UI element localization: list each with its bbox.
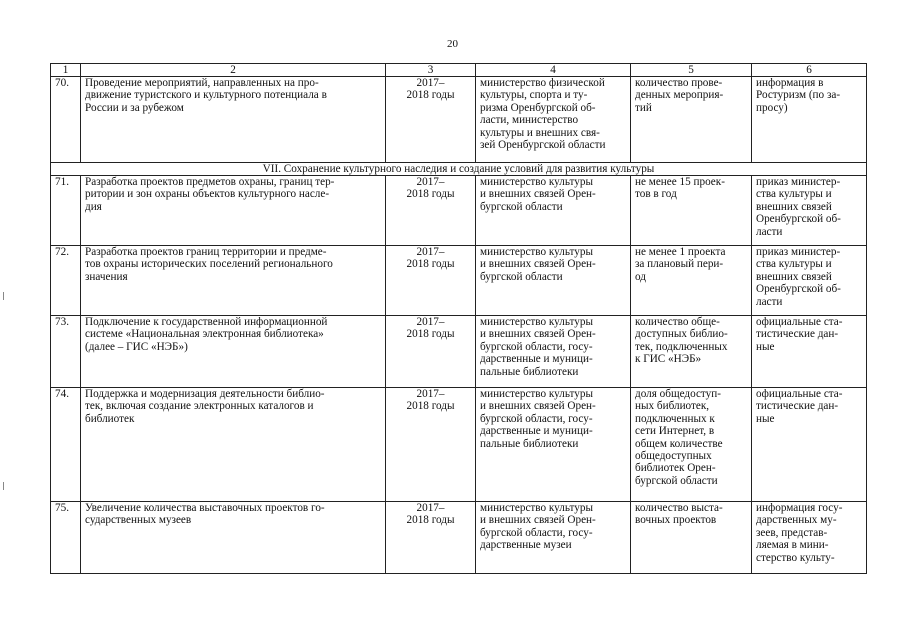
column-number: 6 [752,64,867,77]
row-number: 74. [51,388,81,502]
column-number: 2 [81,64,386,77]
table-row [51,316,867,388]
source-cell: приказ министер- ства культуры и внешних связей Оренбургской об- ласти [752,176,867,246]
source-cell: официальные ста- тистические дан- ные [752,388,867,502]
period-cell: 2017– 2018 годы [386,77,476,163]
indicator-cell: количество выста- вочных проектов [631,502,752,574]
period-cell: 2017– 2018 годы [386,316,476,388]
row-number: 75. [51,502,81,574]
responsible-cell: министерство культуры и внешних связей Орен- бургской области [476,176,631,246]
responsible-cell: министерство физической культуры, спорта и ту- ризма Оренбургской об- ласти, министерство культуры и внешних свя- зей Оренбургской области [476,77,631,163]
activity-cell: Проведение мероприятий, направленных на про- движение туристского и культурного потенциала в России и за рубежом [81,77,386,163]
section-row-group [51,163,867,176]
responsible-cell: министерство культуры и внешних связей Орен- бургской области, госу- дарственные и муници- пальные библиотеки [476,388,631,502]
indicator-cell: количество обще- доступных библио- тек, подключенных к ГИС «НЭБ» [631,316,752,388]
column-number: 4 [476,64,631,77]
row-number: 70. [51,77,81,163]
activity-cell: Увеличение количества выставочных проектов го- сударственных музеев [81,502,386,574]
row-number: 71. [51,176,81,246]
indicator-cell: не менее 15 проек- тов в год [631,176,752,246]
source-cell: информация в Ростуризм (по за- просу) [752,77,867,163]
rows-before-section [51,77,867,163]
responsible-cell: министерство культуры и внешних связей Орен- бургской области, госу- дарственные музеи [476,502,631,574]
responsible-cell: министерство культуры и внешних связей Орен- бургской области, госу- дарственные и муници- пальные библиотеки [476,316,631,388]
period-cell: 2017– 2018 годы [386,246,476,316]
activity-plan-table [50,63,867,574]
period-cell: 2017– 2018 годы [386,502,476,574]
table-row [51,502,867,574]
responsible-cell: министерство культуры и внешних связей Орен- бургской области [476,246,631,316]
row-number: 72. [51,246,81,316]
source-cell: информация госу- дарственных му- зеев, представ- ляемая в мини- стерство культу- [752,502,867,574]
activity-cell: Поддержка и модернизация деятельности библио- тек, включая создание электронных каталогов и библиотек [81,388,386,502]
page-number: 20 [447,38,458,50]
source-cell: приказ министер- ства культуры и внешних связей Оренбургской об- ласти [752,246,867,316]
indicator-cell: количество прове- денных мероприя- тий [631,77,752,163]
section-title: VII. Сохранение культурного наследия и создание условий для развития культуры [51,163,867,176]
source-cell: официальные ста- тистические дан- ные [752,316,867,388]
section-row [51,163,867,176]
activity-cell: Разработка проектов предметов охраны, границ тер- ритории и зон охраны объектов культурного насле- дия [81,176,386,246]
activity-cell: Подключение к государственной информационной системе «Национальная электронная библиотека» (далее – ГИС «НЭБ») [81,316,386,388]
margin-mark [3,292,4,300]
activity-cell: Разработка проектов границ территории и предме- тов охраны исторических поселений регионального значения [81,246,386,316]
column-number: 5 [631,64,752,77]
indicator-cell: не менее 1 проекта за плановый пери- од [631,246,752,316]
table-row [51,388,867,502]
margin-mark [3,482,4,490]
column-number: 3 [386,64,476,77]
table-row [51,77,867,163]
indicator-cell: доля общедоступ- ных библиотек, подключенных к сети Интернет, в общем количестве общедоступных библиотек Орен- бургской области [631,388,752,502]
period-cell: 2017– 2018 годы [386,176,476,246]
row-number: 73. [51,316,81,388]
column-number-row [51,64,867,77]
rows-after-section [51,176,867,574]
table-row [51,176,867,246]
table-row [51,246,867,316]
period-cell: 2017– 2018 годы [386,388,476,502]
column-number: 1 [51,64,81,77]
